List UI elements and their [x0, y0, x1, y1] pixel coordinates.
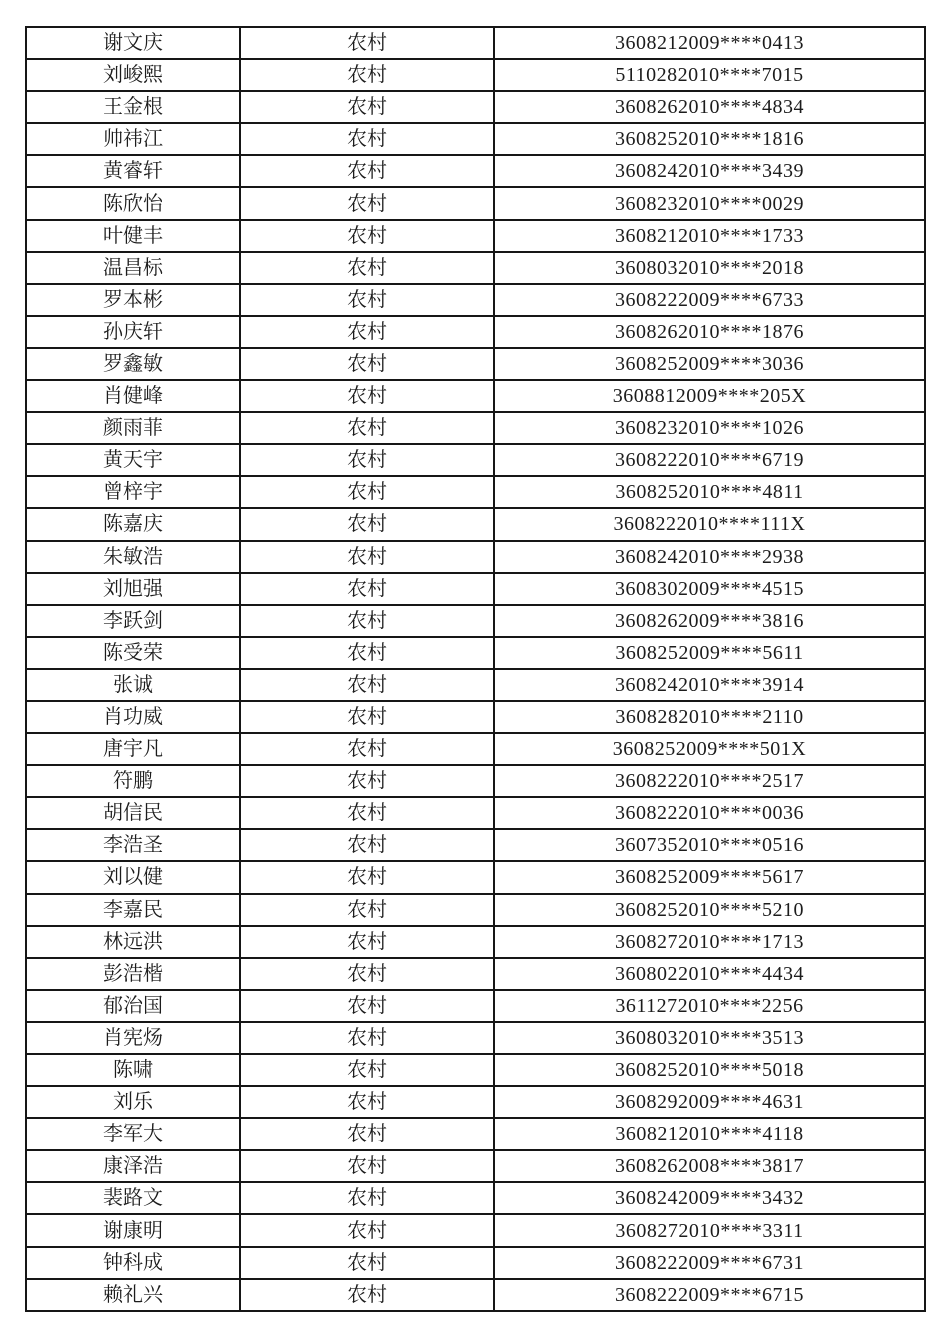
residence-cell: 农村 — [240, 316, 494, 348]
table-row — [26, 1086, 925, 1118]
id-number-cell: 3608222009****6715 — [494, 1279, 925, 1311]
student-name-cell: 刘乐 — [26, 1086, 240, 1118]
table-row — [26, 1150, 925, 1182]
table-row — [26, 348, 925, 380]
id-number-cell: 3608272010****3311 — [494, 1214, 925, 1246]
student-name-cell: 孙庆轩 — [26, 316, 240, 348]
table-row — [26, 1022, 925, 1054]
table-row — [26, 380, 925, 412]
id-number-cell: 3608242010****2938 — [494, 541, 925, 573]
id-number-cell: 3608252009****3036 — [494, 348, 925, 380]
residence-cell: 农村 — [240, 733, 494, 765]
table-row — [26, 605, 925, 637]
student-name-cell: 肖健峰 — [26, 380, 240, 412]
residence-cell: 农村 — [240, 990, 494, 1022]
id-number-cell: 3608252009****5611 — [494, 637, 925, 669]
table-row — [26, 894, 925, 926]
residence-cell: 农村 — [240, 412, 494, 444]
id-number-cell: 3608242009****3432 — [494, 1182, 925, 1214]
residence-cell: 农村 — [240, 894, 494, 926]
residence-cell: 农村 — [240, 348, 494, 380]
table-row — [26, 733, 925, 765]
student-name-cell: 陈啸 — [26, 1054, 240, 1086]
residence-cell: 农村 — [240, 476, 494, 508]
student-name-cell: 罗鑫敏 — [26, 348, 240, 380]
table-row — [26, 27, 925, 59]
residence-cell: 农村 — [240, 605, 494, 637]
table-row — [26, 1247, 925, 1279]
residence-cell: 农村 — [240, 284, 494, 316]
student-name-cell: 康泽浩 — [26, 1150, 240, 1182]
table-row — [26, 926, 925, 958]
student-name-cell: 赖礼兴 — [26, 1279, 240, 1311]
student-name-cell: 黄睿轩 — [26, 155, 240, 187]
residence-cell: 农村 — [240, 444, 494, 476]
table-row — [26, 316, 925, 348]
id-number-cell: 3608222009****6733 — [494, 284, 925, 316]
table-row — [26, 797, 925, 829]
residence-cell: 农村 — [240, 1086, 494, 1118]
student-name-cell: 刘以健 — [26, 861, 240, 893]
id-number-cell: 3608242010****3439 — [494, 155, 925, 187]
student-name-cell: 李嘉民 — [26, 894, 240, 926]
student-name-cell: 彭浩楷 — [26, 958, 240, 990]
table-row — [26, 187, 925, 219]
id-number-cell: 3608272010****1713 — [494, 926, 925, 958]
table-row — [26, 444, 925, 476]
table-row — [26, 476, 925, 508]
id-number-cell: 3608222010****0036 — [494, 797, 925, 829]
student-name-cell: 叶健丰 — [26, 220, 240, 252]
residence-cell: 农村 — [240, 59, 494, 91]
student-name-cell: 谢文庆 — [26, 27, 240, 59]
id-number-cell: 3608252010****5210 — [494, 894, 925, 926]
student-name-cell: 肖功威 — [26, 701, 240, 733]
id-number-cell: 3608032010****2018 — [494, 252, 925, 284]
id-number-cell: 3608222009****6731 — [494, 1247, 925, 1279]
table-row — [26, 1279, 925, 1311]
residence-cell: 农村 — [240, 861, 494, 893]
student-name-cell: 陈嘉庆 — [26, 508, 240, 540]
id-number-cell: 3608252010****5018 — [494, 1054, 925, 1086]
student-name-cell: 刘峻熙 — [26, 59, 240, 91]
residence-cell: 农村 — [240, 380, 494, 412]
table-row — [26, 765, 925, 797]
id-number-cell: 3608252009****501X — [494, 733, 925, 765]
table-row — [26, 637, 925, 669]
table-row — [26, 990, 925, 1022]
student-name-cell: 黄天宇 — [26, 444, 240, 476]
student-name-cell: 胡信民 — [26, 797, 240, 829]
student-name-cell: 肖宪炀 — [26, 1022, 240, 1054]
table-row — [26, 1214, 925, 1246]
id-number-cell: 3608812009****205X — [494, 380, 925, 412]
id-number-cell: 3607352010****0516 — [494, 829, 925, 861]
residence-cell: 农村 — [240, 637, 494, 669]
id-number-cell: 3608212009****0413 — [494, 27, 925, 59]
student-name-cell: 钟科成 — [26, 1247, 240, 1279]
residence-cell: 农村 — [240, 669, 494, 701]
id-number-cell: 3608222010****111X — [494, 508, 925, 540]
student-name-cell: 罗本彬 — [26, 284, 240, 316]
student-name-cell: 陈受荣 — [26, 637, 240, 669]
table-row — [26, 155, 925, 187]
table-row — [26, 412, 925, 444]
residence-cell: 农村 — [240, 220, 494, 252]
id-number-cell: 3608032010****3513 — [494, 1022, 925, 1054]
student-name-cell: 林远洪 — [26, 926, 240, 958]
table-row — [26, 91, 925, 123]
residence-cell: 农村 — [240, 1118, 494, 1150]
student-roster-table — [25, 26, 926, 1312]
table-row — [26, 573, 925, 605]
table-row — [26, 123, 925, 155]
id-number-cell: 3608302009****4515 — [494, 573, 925, 605]
table-row — [26, 284, 925, 316]
student-name-cell: 陈欣怡 — [26, 187, 240, 219]
student-name-cell: 刘旭强 — [26, 573, 240, 605]
residence-cell: 农村 — [240, 1182, 494, 1214]
student-name-cell: 李军大 — [26, 1118, 240, 1150]
table-row — [26, 59, 925, 91]
id-number-cell: 3611272010****2256 — [494, 990, 925, 1022]
residence-cell: 农村 — [240, 926, 494, 958]
student-name-cell: 王金根 — [26, 91, 240, 123]
residence-cell: 农村 — [240, 508, 494, 540]
residence-cell: 农村 — [240, 1214, 494, 1246]
table-row — [26, 508, 925, 540]
table-row — [26, 1182, 925, 1214]
residence-cell: 农村 — [240, 1247, 494, 1279]
table-row — [26, 701, 925, 733]
id-number-cell: 3608262010****4834 — [494, 91, 925, 123]
id-number-cell: 3608292009****4631 — [494, 1086, 925, 1118]
id-number-cell: 3608222010****2517 — [494, 765, 925, 797]
residence-cell: 农村 — [240, 155, 494, 187]
residence-cell: 农村 — [240, 1279, 494, 1311]
id-number-cell: 3608252009****5617 — [494, 861, 925, 893]
table-row — [26, 1118, 925, 1150]
residence-cell: 农村 — [240, 1054, 494, 1086]
residence-cell: 农村 — [240, 541, 494, 573]
residence-cell: 农村 — [240, 958, 494, 990]
id-number-cell: 3608242010****3914 — [494, 669, 925, 701]
residence-cell: 农村 — [240, 829, 494, 861]
residence-cell: 农村 — [240, 91, 494, 123]
table-body — [26, 27, 925, 1311]
id-number-cell: 3608212010****1733 — [494, 220, 925, 252]
residence-cell: 农村 — [240, 573, 494, 605]
table-row — [26, 669, 925, 701]
table-row — [26, 829, 925, 861]
id-number-cell: 3608262009****3816 — [494, 605, 925, 637]
student-name-cell: 李跃剑 — [26, 605, 240, 637]
id-number-cell: 3608232010****0029 — [494, 187, 925, 219]
id-number-cell: 3608252010****4811 — [494, 476, 925, 508]
student-name-cell: 朱敏浩 — [26, 541, 240, 573]
residence-cell: 农村 — [240, 765, 494, 797]
id-number-cell: 3608262008****3817 — [494, 1150, 925, 1182]
id-number-cell: 5110282010****7015 — [494, 59, 925, 91]
residence-cell: 农村 — [240, 187, 494, 219]
id-number-cell: 3608282010****2110 — [494, 701, 925, 733]
student-name-cell: 温昌标 — [26, 252, 240, 284]
residence-cell: 农村 — [240, 123, 494, 155]
residence-cell: 农村 — [240, 252, 494, 284]
student-name-cell: 郁治国 — [26, 990, 240, 1022]
id-number-cell: 3608212010****4118 — [494, 1118, 925, 1150]
student-name-cell: 谢康明 — [26, 1214, 240, 1246]
student-name-cell: 李浩圣 — [26, 829, 240, 861]
student-name-cell: 裴路文 — [26, 1182, 240, 1214]
table-row — [26, 958, 925, 990]
residence-cell: 农村 — [240, 797, 494, 829]
table-row — [26, 861, 925, 893]
residence-cell: 农村 — [240, 27, 494, 59]
id-number-cell: 3608232010****1026 — [494, 412, 925, 444]
table-row — [26, 1054, 925, 1086]
student-name-cell: 符鹏 — [26, 765, 240, 797]
id-number-cell: 3608022010****4434 — [494, 958, 925, 990]
id-number-cell: 3608262010****1876 — [494, 316, 925, 348]
student-name-cell: 帅祎江 — [26, 123, 240, 155]
table-row — [26, 220, 925, 252]
table-row — [26, 252, 925, 284]
student-name-cell: 唐宇凡 — [26, 733, 240, 765]
student-name-cell: 颜雨菲 — [26, 412, 240, 444]
residence-cell: 农村 — [240, 1150, 494, 1182]
residence-cell: 农村 — [240, 1022, 494, 1054]
id-number-cell: 3608222010****6719 — [494, 444, 925, 476]
table-row — [26, 541, 925, 573]
student-name-cell: 曾梓宇 — [26, 476, 240, 508]
residence-cell: 农村 — [240, 701, 494, 733]
student-name-cell: 张诚 — [26, 669, 240, 701]
id-number-cell: 3608252010****1816 — [494, 123, 925, 155]
